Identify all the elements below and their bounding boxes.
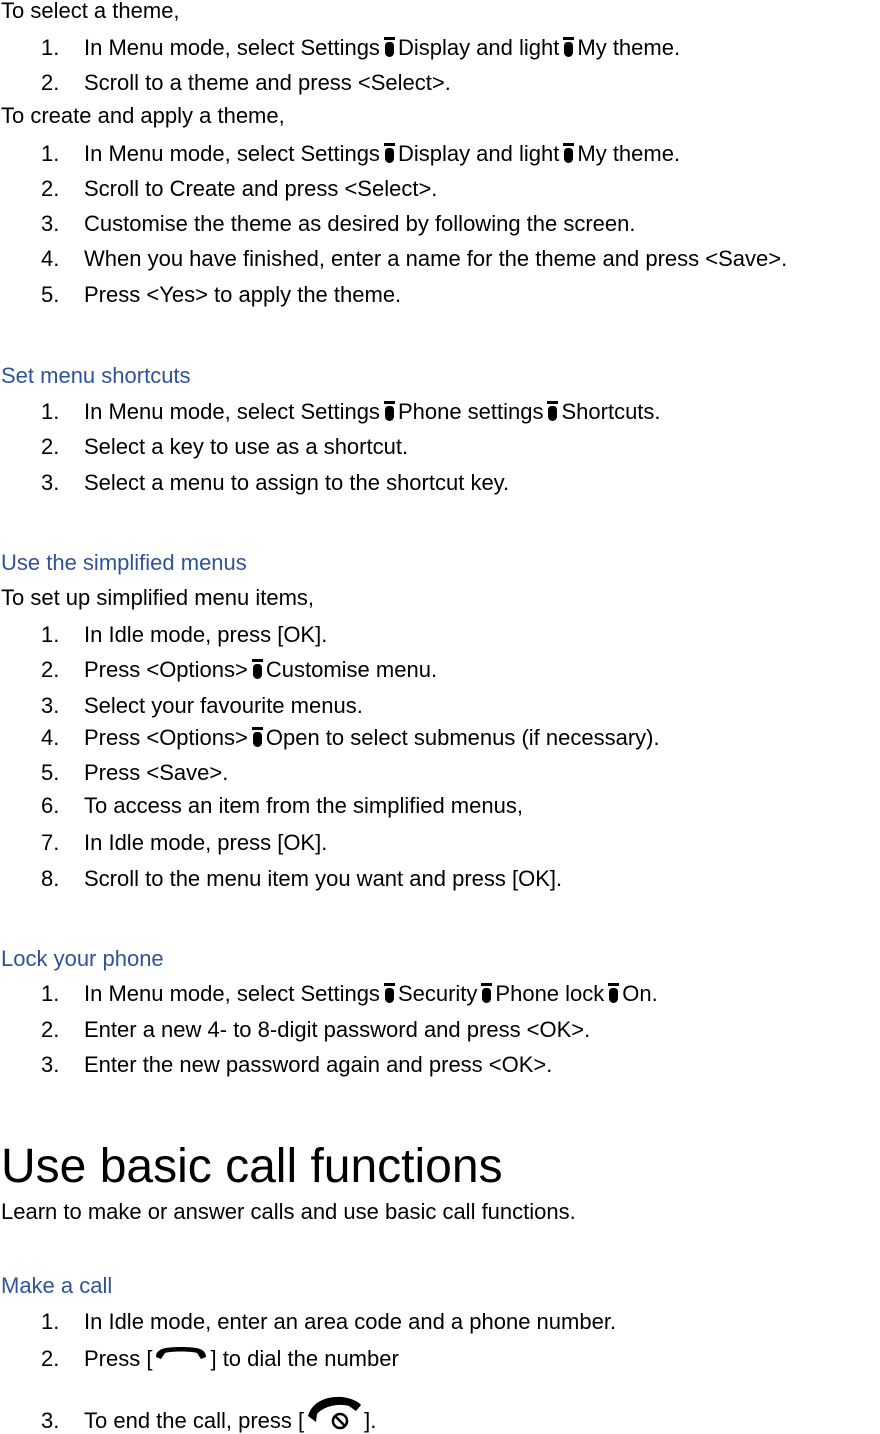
- menu-arrow-icon: [384, 401, 395, 421]
- list-item: 3. Select a menu to assign to the shortcut key.: [41, 470, 510, 495]
- theme-select-intro: To select a theme,: [1, 0, 180, 23]
- list-item: 4. Press <Options> Open to select submenus (if necessary).: [41, 725, 660, 750]
- basic-calls-intro: Learn to make or answer calls and use basic call functions.: [1, 1199, 576, 1224]
- section-heading-make-call: Make a call: [1, 1273, 113, 1298]
- list-item: 7. In Idle mode, press [OK].: [41, 830, 328, 855]
- list-item: 1. In Idle mode, press [OK].: [41, 622, 328, 647]
- list-item: 3. Select your favourite menus.: [41, 693, 363, 718]
- list-item: 2. Scroll to a theme and press <Select>.: [41, 70, 451, 95]
- menu-arrow-icon: [547, 401, 558, 421]
- list-item: 2. Scroll to Create and press <Select>.: [41, 176, 438, 201]
- list-item: 2. Select a key to use as a shortcut.: [41, 434, 409, 459]
- menu-arrow-icon: [608, 983, 619, 1003]
- list-number: 1.: [41, 35, 60, 60]
- list-item: 2. Enter a new 4- to 8-digit password and press <OK>.: [41, 1017, 591, 1042]
- list-item: 1. In Menu mode, select Settings Security Phone lock On.: [41, 981, 658, 1006]
- dial-key-icon: [152, 1344, 210, 1368]
- section-heading-lock: Lock your phone: [1, 946, 164, 971]
- list-item: 8. Scroll to the menu item you want and press [OK].: [41, 866, 563, 891]
- list-item: 4. When you have finished, enter a name for the theme and press <Save>.: [41, 246, 788, 271]
- list-item: 1. In Idle mode, enter an area code and a phone number.: [41, 1309, 617, 1334]
- menu-arrow-icon: [252, 727, 263, 747]
- theme-create-intro: To create and apply a theme,: [1, 103, 285, 128]
- menu-arrow-icon: [384, 37, 395, 57]
- menu-arrow-icon: [252, 659, 263, 679]
- menu-arrow-icon: [384, 143, 395, 163]
- end-call-key-icon: [304, 1394, 364, 1434]
- list-item: 5. Press <Yes> to apply the theme.: [41, 282, 402, 307]
- list-item: 1. In Menu mode, select Settings Phone settings Shortcuts.: [41, 399, 661, 424]
- menu-arrow-icon: [563, 37, 574, 57]
- menu-arrow-icon: [563, 143, 574, 163]
- menu-arrow-icon: [481, 983, 492, 1003]
- section-heading-shortcuts: Set menu shortcuts: [1, 363, 191, 388]
- list-item: 1. In Menu mode, select Settings Display and light My theme.: [41, 35, 681, 60]
- list-item: 3. Enter the new password again and press <OK>.: [41, 1052, 553, 1077]
- list-item: 1. In Menu mode, select Settings Display and light My theme.: [41, 141, 681, 166]
- list-item: 2. Press <Options> Customise menu.: [41, 657, 438, 682]
- list-item: 6. To access an item from the simplified menus,: [41, 793, 523, 818]
- page-title: Use basic call functions: [1, 1140, 503, 1193]
- list-item: 3. Customise the theme as desired by following the screen.: [41, 211, 636, 236]
- simplified-menus-intro: To set up simplified menu items,: [1, 585, 315, 610]
- list-item: 3. To end the call, press [ ].: [41, 1394, 376, 1434]
- menu-arrow-icon: [384, 983, 395, 1003]
- list-item: 5. Press <Save>.: [41, 760, 229, 785]
- section-heading-simplified-menus: Use the simplified menus: [1, 550, 247, 575]
- list-item: 2. Press [ ] to dial the number: [41, 1346, 399, 1371]
